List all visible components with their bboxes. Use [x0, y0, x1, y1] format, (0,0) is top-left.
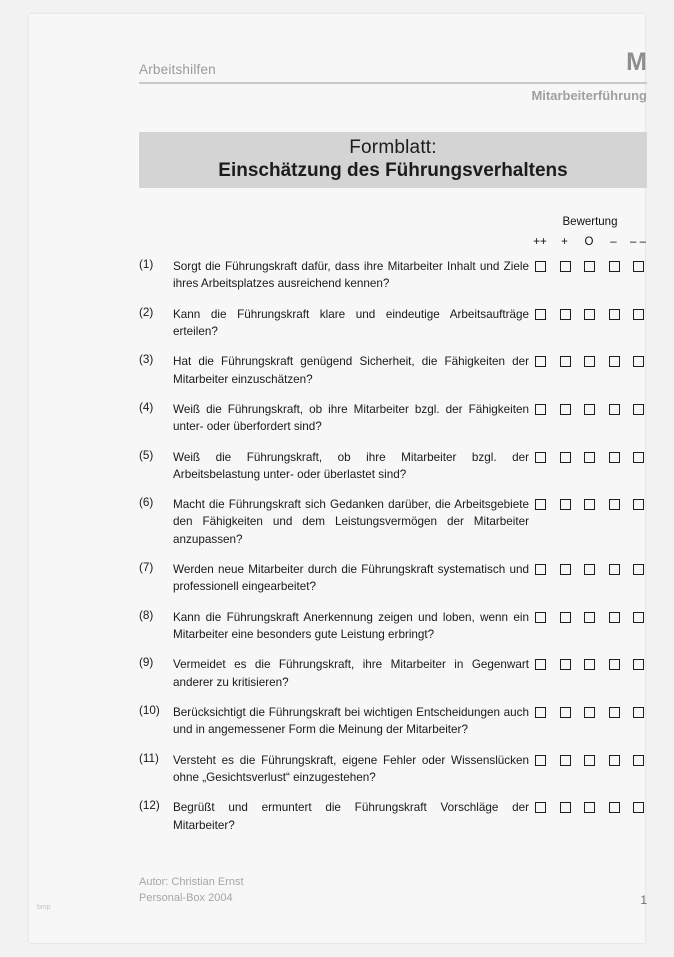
rating-checkbox-cell[interactable]	[580, 259, 598, 277]
rating-checkbox-cell[interactable]	[580, 450, 598, 468]
rating-checkbox-cell[interactable]	[556, 259, 574, 277]
rating-checkbox[interactable]	[535, 802, 546, 813]
rating-checkbox-group	[531, 705, 647, 723]
rating-checkbox-cell[interactable]	[580, 354, 598, 372]
rating-checkbox[interactable]	[609, 356, 620, 367]
rating-checkbox-cell[interactable]	[556, 450, 574, 468]
rating-checkbox[interactable]	[609, 499, 620, 510]
rating-checkbox-cell[interactable]	[629, 657, 647, 675]
rating-checkbox-group	[531, 610, 647, 628]
question-text: Kann die Führungskraft klare und eindeutige Arbeitsaufträge erteilen?	[173, 307, 529, 338]
question-row	[139, 496, 647, 548]
rating-checkbox[interactable]	[584, 499, 595, 510]
rating-checkbox[interactable]	[535, 309, 546, 320]
rating-checkbox[interactable]	[609, 309, 620, 320]
rating-checkbox[interactable]	[633, 356, 644, 367]
rating-checkbox[interactable]	[609, 802, 620, 813]
rating-checkbox-cell[interactable]	[605, 450, 623, 468]
rating-checkbox-group	[531, 402, 647, 420]
header-section-label: Mitarbeiterführung	[531, 88, 647, 103]
rating-checkbox-cell[interactable]	[605, 800, 623, 818]
rating-checkbox-cell[interactable]	[556, 753, 574, 771]
question-number: (8)	[139, 608, 154, 622]
rating-symbol: –	[610, 236, 617, 248]
document-content	[139, 48, 647, 847]
rating-checkbox-cell[interactable]	[556, 307, 574, 325]
rating-checkbox-group	[531, 450, 647, 468]
rating-checkbox-cell[interactable]	[629, 753, 647, 771]
question-row	[139, 401, 647, 436]
rating-checkbox-cell[interactable]	[580, 657, 598, 675]
rating-checkbox[interactable]	[609, 452, 620, 463]
question-text: Sorgt die Führungskraft dafür, dass ihre Mitarbeiter Inhalt und Ziele ihres Arbeitsplatzes ausreichend kennen?	[173, 260, 529, 291]
rating-checkbox-cell[interactable]	[580, 753, 598, 771]
question-row	[139, 449, 647, 484]
rating-checkbox[interactable]	[560, 755, 571, 766]
question-text: Macht die Führungskraft sich Gedanken darüber, die Arbeitsgebiete den Fähigkeiten und dem Leistungsvermögen der Mitarbeiter anzupassen?	[173, 498, 529, 546]
rating-checkbox-cell[interactable]	[629, 450, 647, 468]
question-row	[139, 609, 647, 644]
rating-checkbox-cell[interactable]	[556, 497, 574, 515]
rating-checkbox[interactable]	[633, 309, 644, 320]
rating-checkbox[interactable]	[609, 755, 620, 766]
rating-checkbox[interactable]	[633, 755, 644, 766]
rating-checkbox-cell[interactable]	[580, 402, 598, 420]
rating-checkbox-group	[531, 562, 647, 580]
rating-checkbox[interactable]	[584, 452, 595, 463]
rating-checkbox-cell[interactable]	[605, 259, 623, 277]
rating-checkbox[interactable]	[560, 499, 571, 510]
publisher-mark: bmp	[37, 904, 51, 911]
rating-checkbox[interactable]	[560, 404, 571, 415]
rating-checkbox[interactable]	[609, 659, 620, 670]
question-list	[139, 258, 647, 834]
question-text: Weiß die Führungskraft, ob ihre Mitarbeiter bzgl. der Arbeitsbelastung unter- oder überlastet sind?	[173, 450, 529, 481]
question-text: Vermeidet es die Führungskraft, ihre Mitarbeiter in Gegenwart anderer zu kritisieren?	[173, 658, 529, 689]
rating-checkbox[interactable]	[584, 404, 595, 415]
rating-checkbox[interactable]	[633, 612, 644, 623]
rating-checkbox[interactable]	[535, 452, 546, 463]
rating-checkbox-cell[interactable]	[605, 610, 623, 628]
question-number: (5)	[139, 448, 154, 462]
rating-checkbox[interactable]	[609, 404, 620, 415]
question-row	[139, 656, 647, 691]
rating-caption: Bewertung	[562, 216, 618, 228]
rating-symbol: ++	[533, 236, 547, 248]
rating-checkbox-cell[interactable]	[556, 562, 574, 580]
rating-checkbox[interactable]	[584, 802, 595, 813]
rating-checkbox[interactable]	[560, 356, 571, 367]
rating-checkbox-cell[interactable]	[605, 354, 623, 372]
rating-checkbox[interactable]	[584, 707, 595, 718]
rating-checkbox-cell[interactable]	[629, 610, 647, 628]
rating-checkbox-cell[interactable]	[580, 562, 598, 580]
question-number: (9)	[139, 656, 154, 670]
question-row	[139, 799, 647, 834]
header-category-label: Arbeitshilfen	[139, 62, 216, 77]
rating-checkbox-cell[interactable]	[556, 402, 574, 420]
rating-checkbox-cell[interactable]	[605, 497, 623, 515]
rating-checkbox[interactable]	[584, 356, 595, 367]
rating-checkbox[interactable]	[560, 802, 571, 813]
question-number: (3)	[139, 353, 154, 367]
footer-author: Autor: Christian Ernst	[139, 876, 244, 889]
rating-checkbox[interactable]	[535, 564, 546, 575]
rating-checkbox[interactable]	[633, 404, 644, 415]
rating-checkbox-cell[interactable]	[556, 610, 574, 628]
rating-checkbox[interactable]	[560, 707, 571, 718]
rating-checkbox-cell[interactable]	[629, 497, 647, 515]
rating-checkbox-cell[interactable]	[531, 450, 549, 468]
rating-checkbox[interactable]	[584, 659, 595, 670]
rating-checkbox[interactable]	[609, 261, 620, 272]
rating-scale-header	[139, 216, 647, 258]
rating-checkbox[interactable]	[584, 564, 595, 575]
rating-checkbox-cell[interactable]	[556, 354, 574, 372]
rating-checkbox[interactable]	[633, 499, 644, 510]
rating-checkbox-cell[interactable]	[531, 354, 549, 372]
question-text: Weiß die Führungskraft, ob ihre Mitarbeiter bzgl. der Fähigkeiten unter- oder überfordert sind?	[173, 402, 529, 434]
rating-checkbox[interactable]	[535, 404, 546, 415]
question-text: Begrüßt und ermuntert die Führungskraft Vorschläge der Mitarbeiter?	[173, 801, 529, 832]
document-footer	[139, 875, 647, 907]
rating-symbol: O	[584, 236, 594, 248]
rating-checkbox[interactable]	[535, 499, 546, 510]
rating-checkbox-cell[interactable]	[531, 497, 549, 515]
rating-checkbox-cell[interactable]	[629, 562, 647, 580]
rating-checkbox-cell[interactable]	[531, 562, 549, 580]
rating-checkbox[interactable]	[535, 356, 546, 367]
rating-checkbox-cell[interactable]	[556, 705, 574, 723]
rating-checkbox[interactable]	[560, 659, 571, 670]
question-row	[139, 353, 647, 388]
rating-checkbox-cell[interactable]	[629, 402, 647, 420]
rating-checkbox-group	[531, 497, 647, 515]
rating-checkbox-cell[interactable]	[580, 800, 598, 818]
rating-checkbox[interactable]	[633, 659, 644, 670]
rating-checkbox-cell[interactable]	[629, 800, 647, 818]
rating-symbol: – –	[630, 236, 646, 248]
rating-checkbox-cell[interactable]	[605, 753, 623, 771]
page-number: 1	[640, 893, 647, 907]
rating-checkbox[interactable]	[584, 612, 595, 623]
question-number: (4)	[139, 400, 154, 414]
rating-checkbox[interactable]	[560, 612, 571, 623]
question-row	[139, 258, 647, 293]
rating-checkbox[interactable]	[560, 261, 571, 272]
question-text: Berücksichtigt die Führungskraft bei wichtigen Entscheidungen auch und in angemessener Form die Meinung der Mitarbeiter?	[173, 705, 529, 737]
rating-checkbox[interactable]	[609, 612, 620, 623]
rating-checkbox[interactable]	[633, 707, 644, 718]
rating-checkbox-cell[interactable]	[531, 753, 549, 771]
rating-checkbox-cell[interactable]	[580, 307, 598, 325]
question-row	[139, 704, 647, 739]
rating-checkbox-cell[interactable]	[531, 307, 549, 325]
rating-checkbox[interactable]	[633, 564, 644, 575]
question-number: (12)	[139, 799, 160, 813]
rating-checkbox-cell[interactable]	[531, 657, 549, 675]
rating-checkbox-cell[interactable]	[629, 259, 647, 277]
rating-checkbox[interactable]	[584, 755, 595, 766]
form-title-line1: Formblatt:	[349, 137, 437, 159]
rating-checkbox[interactable]	[584, 309, 595, 320]
rating-checkbox[interactable]	[560, 309, 571, 320]
question-number: (1)	[139, 258, 154, 271]
rating-checkbox[interactable]	[560, 564, 571, 575]
question-number: (6)	[139, 496, 154, 510]
rating-checkbox-cell[interactable]	[605, 705, 623, 723]
rating-checkbox-cell[interactable]	[580, 705, 598, 723]
rating-checkbox-cell[interactable]	[556, 800, 574, 818]
question-row	[139, 561, 647, 596]
rating-checkbox-cell[interactable]	[605, 562, 623, 580]
rating-checkbox-cell[interactable]	[605, 307, 623, 325]
rating-symbols	[531, 236, 647, 248]
rating-checkbox-cell[interactable]	[531, 259, 549, 277]
rating-checkbox[interactable]	[633, 802, 644, 813]
rating-checkbox-cell[interactable]	[629, 354, 647, 372]
rating-checkbox-cell[interactable]	[531, 402, 549, 420]
rating-checkbox-cell[interactable]	[605, 657, 623, 675]
question-row	[139, 752, 647, 787]
rating-checkbox[interactable]	[535, 261, 546, 272]
question-text: Kann die Führungskraft Anerkennung zeigen und loben, wenn ein Mitarbeiter eine besonders gute Leistung erbringt?	[173, 610, 529, 641]
rating-checkbox-cell[interactable]	[629, 307, 647, 325]
question-number: (11)	[139, 751, 159, 765]
rating-checkbox-group	[531, 354, 647, 372]
rating-checkbox-group	[531, 657, 647, 675]
rating-checkbox[interactable]	[560, 452, 571, 463]
rating-checkbox-group	[531, 753, 647, 771]
rating-checkbox-group	[531, 800, 647, 818]
rating-checkbox-group	[531, 307, 647, 325]
rating-checkbox[interactable]	[584, 261, 595, 272]
rating-checkbox-cell[interactable]	[531, 800, 549, 818]
rating-checkbox[interactable]	[633, 452, 644, 463]
rating-checkbox-cell[interactable]	[629, 705, 647, 723]
form-title-band	[139, 132, 647, 188]
question-text: Versteht es die Führungskraft, eigene Fehler oder Wissenslücken ohne „Gesichtsverlust“ einzugestehen?	[173, 753, 529, 784]
rating-checkbox[interactable]	[535, 659, 546, 670]
rating-checkbox-cell[interactable]	[556, 657, 574, 675]
question-number: (10)	[139, 703, 160, 717]
rating-checkbox-cell[interactable]	[580, 497, 598, 515]
rating-checkbox-group	[531, 259, 647, 277]
rating-checkbox[interactable]	[535, 612, 546, 623]
rating-checkbox[interactable]	[633, 261, 644, 272]
header-divider	[139, 82, 647, 84]
rating-checkbox-cell[interactable]	[531, 610, 549, 628]
rating-checkbox[interactable]	[609, 564, 620, 575]
document-header	[139, 48, 647, 114]
question-number: (2)	[139, 305, 154, 319]
question-text: Werden neue Mitarbeiter durch die Führungskraft systematisch und professionell eingearbeitet?	[173, 563, 529, 594]
question-text: Hat die Führungskraft genügend Sicherheit, die Fähigkeiten der Mitarbeiter einzuschätzen?	[173, 355, 529, 386]
rating-checkbox[interactable]	[535, 707, 546, 718]
rating-checkbox-cell[interactable]	[605, 402, 623, 420]
question-number: (7)	[139, 561, 154, 575]
rating-checkbox-cell[interactable]	[531, 705, 549, 723]
form-title-line2: Einschätzung des Führungsverhaltens	[218, 160, 568, 182]
rating-symbol: +	[561, 236, 568, 248]
question-row	[139, 306, 647, 341]
header-section-letter: M	[626, 48, 647, 76]
paper-sheet	[29, 14, 645, 943]
footer-source: Personal-Box 2004	[139, 892, 233, 905]
rating-checkbox[interactable]	[535, 755, 546, 766]
rating-checkbox[interactable]	[609, 707, 620, 718]
rating-checkbox-cell[interactable]	[580, 610, 598, 628]
